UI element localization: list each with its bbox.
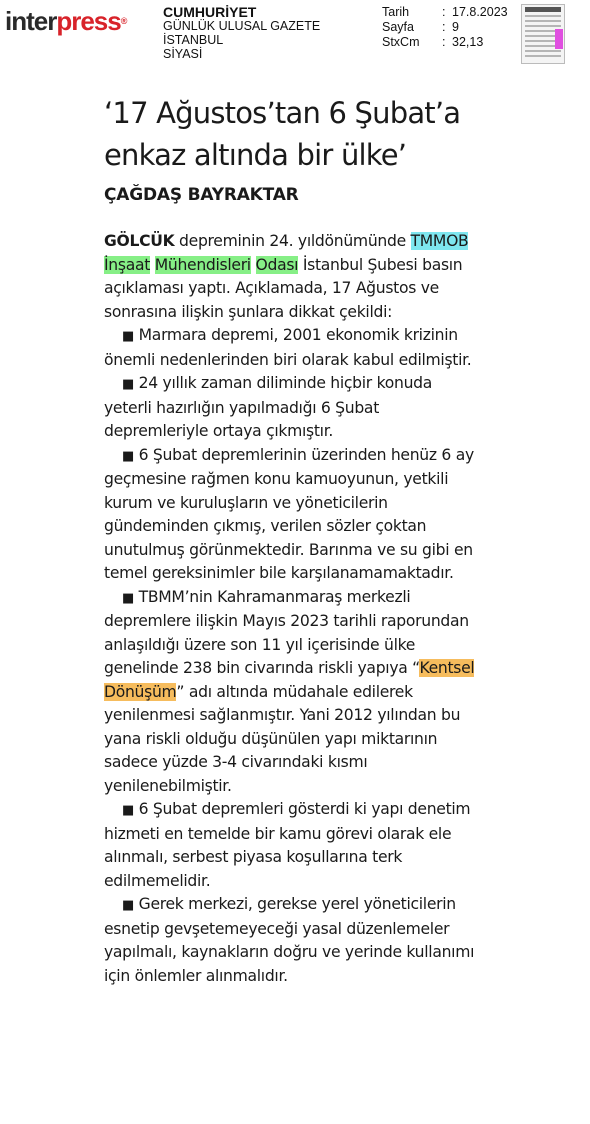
bullet-square-icon: ■ [122,329,134,344]
headline [104,92,484,176]
logo-registered-mark: ® [120,16,128,26]
meta-label: Tarih [382,5,410,19]
meta-label: Sayfa [382,20,414,34]
bullet-square-icon: ■ [122,803,134,818]
list-item: ■ 6 Şubat depremleri gösterdi ki yapı denetim hizmeti en temelde bir kamu görevi olarak ele alınmalı, serbest piyasa koşullarına terk edilmemelidir. [104,800,471,890]
highlight-keyword: Kentsel [419,659,475,677]
list-item: ■ Gerek merkezi, gerekse yerel yöneticilerin esnetip gevşetemeyeceği yasal düzenlemeler yapılmalı, kaynakların doğru ve yerinde kullanımı için önlemler alınmalıdır. [104,895,475,985]
intro-paragraph: GÖLCÜK depreminin 24. yıldönümünde TMMOB İnşaat Mühendisleri Odası İstanbul Şubesi basın açıklaması yaptı. Açıklamada, 17 Ağustos ve sonrasına ilişkin şunlara dikkat çekildi: [104,232,469,321]
meta-row-date: Tarih : 17.8.2023 [382,5,508,19]
headline-line-1: ‘17 Ağustos’tan 6 Şubat’a [104,96,461,130]
meta-value: 17.8.2023 [452,5,508,19]
bullet-square-icon: ■ [122,590,134,606]
logo-text-main: inter [5,6,57,36]
interpress-logo [5,6,127,36]
article-location-marker [555,29,563,49]
page-thumbnail[interactable] [521,4,565,64]
clipping-meta [382,5,508,50]
author-byline: ÇAĞDAŞ BAYRAKTAR [104,185,299,205]
bullet-square-icon: ■ [122,377,134,392]
article [104,92,484,988]
highlight-keyword: Odası [255,255,299,274]
headline-line-2: enkaz altında bir ülke’ [104,138,407,172]
meta-value: 32,13 [452,35,484,49]
meta-row-page: Sayfa : 9 [382,20,459,34]
list-item: ■ 24 yıllık zaman diliminde hiçbir konuda yeterli hazırlığın yapılmadığı 6 Şubat depremleriyle ortaya çıkmıştır. [104,374,433,440]
highlight-keyword: Mühendisleri [154,255,251,274]
highlight-keyword: Dönüşüm [104,682,177,701]
publication-section: SİYASİ [163,47,203,61]
bullet-square-icon: ■ [122,898,134,913]
publication-name: CUMHURİYET [163,4,257,20]
lead-word: GÖLCÜK [104,232,175,250]
meta-row-stxcm: StxCm : 32,13 [382,35,484,49]
logo-text-accent: press [56,6,121,36]
publication-city: İSTANBUL [163,33,224,47]
highlight-keyword: İnşaat [104,255,151,274]
article-body [104,230,484,988]
list-item: ■ TBMM’nin Kahramanmaraş merkezli depremlere ilişkin Mayıs 2023 tarihli raporundan anlaşıldığı üzere son 11 yıl içerisinde ülke genelinde 238 bin civarında riskli yapıya “Kentsel Dönüşüm” adı altında müdahale edilerek yenilenmesi sağlanmıştır. Yani 2012 yılından bu yana riskli olduğu düşünülen yapı miktarının sadece yüzde 3-4 civarındaki kısmı yenilenebilmiştir. [104,587,475,795]
publication-type: GÜNLÜK ULUSAL GAZETE [163,19,321,33]
list-item: ■ 6 Şubat depremlerinin üzerinden henüz 6 ay geçmesine rağmen konu kamuoyunun, yetkili kurum ve kuruluşların ve yöneticilerin gündeminden çıkmış, verilen sözler çoktan unutulmuş görünmektedir. Barınma ve su gibi en temel gereksinimler bile karşılanamamaktadır. [104,445,474,582]
list-item: ■ Marmara depremi, 2001 ekonomik krizinin önemli nedenlerinden biri olarak kabul edilmiştir. [104,326,472,369]
highlight-keyword: TMMOB [410,232,469,250]
bullet-square-icon: ■ [122,448,134,464]
meta-label: StxCm [382,35,420,49]
publication-info [163,5,320,61]
meta-value: 9 [452,20,459,34]
